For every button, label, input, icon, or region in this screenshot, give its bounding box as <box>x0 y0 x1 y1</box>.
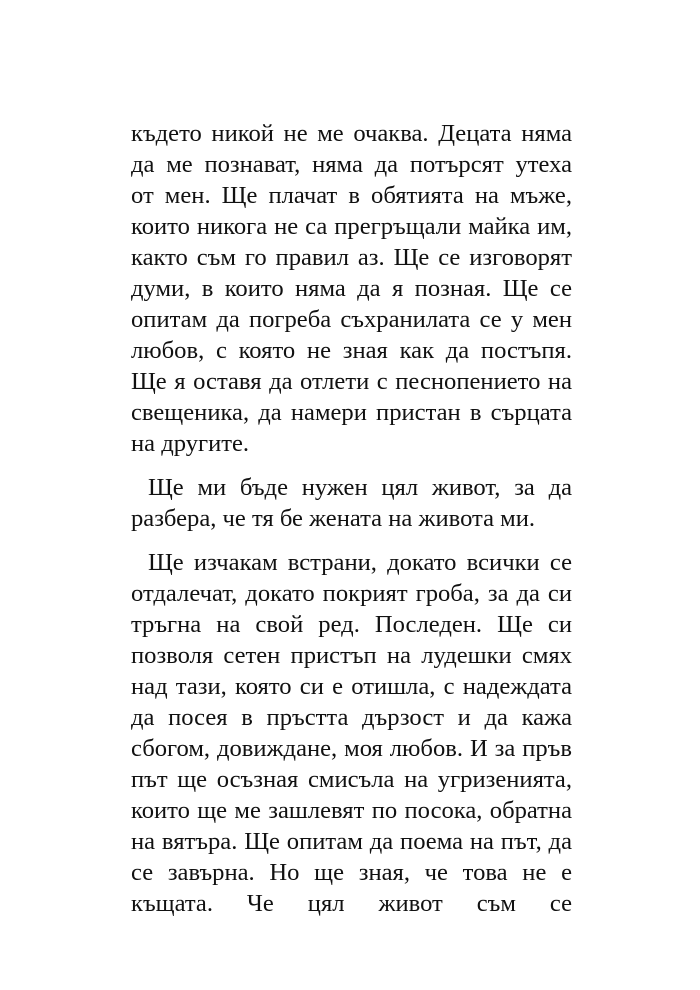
text-line: къщата. Че цял живот съм се <box>131 890 572 917</box>
text-line: опитам да погреба съхранилата се у мен <box>131 306 572 333</box>
paragraph-gap <box>131 459 572 472</box>
text-line: Ще изчакам встрани, докато всички се <box>148 549 572 576</box>
text-line: които никога не са прегръщали майка им, <box>131 213 572 240</box>
text-line: на другите. <box>131 430 250 457</box>
text-line: позволя сетен пристъп на лудешки смях <box>131 642 572 669</box>
text-line: както съм го правил аз. Ще се изговорят <box>131 244 572 271</box>
text-line: сбогом, довиждане, моя любов. И за пръв <box>131 735 572 762</box>
text-line: път ще осъзная смисъла на угризенията, <box>131 766 572 793</box>
text-line: любов, с която не зная как да постъпя. <box>131 337 572 364</box>
text-line: където никой не ме очаква. Децата няма <box>131 120 572 147</box>
body-text <box>131 118 572 919</box>
paragraph-gap <box>131 534 572 547</box>
text-line: на вятъра. Ще опитам да поема на път, да <box>131 828 572 855</box>
text-line: да посея в пръстта дързост и да кажа <box>131 704 572 731</box>
text-line: от мен. Ще плачат в обятията на мъже, <box>131 182 572 209</box>
text-line: Ще ми бъде нужен цял живот, за да <box>148 474 572 501</box>
text-line: думи, в които няма да я позная. Ще се <box>131 275 572 302</box>
text-line: отдалечат, докато покрият гроба, за да си <box>131 580 572 607</box>
text-line: свещеника, да намери пристан в сърцата <box>131 399 572 426</box>
text-line: се завърна. Но ще зная, че това не е <box>131 859 572 886</box>
text-line: тръгна на свой ред. Последен. Ще си <box>131 611 572 638</box>
text-line: над тази, която си е отишла, с надеждата <box>131 673 572 700</box>
text-line: разбера, че тя бе жената на живота ми. <box>131 505 536 532</box>
text-line: които ще ме зашлевят по посока, обратна <box>131 797 572 824</box>
text-line: да ме познават, няма да потърсят утеха <box>131 151 572 178</box>
text-line: Ще я оставя да отлети с песнопението на <box>131 368 572 395</box>
